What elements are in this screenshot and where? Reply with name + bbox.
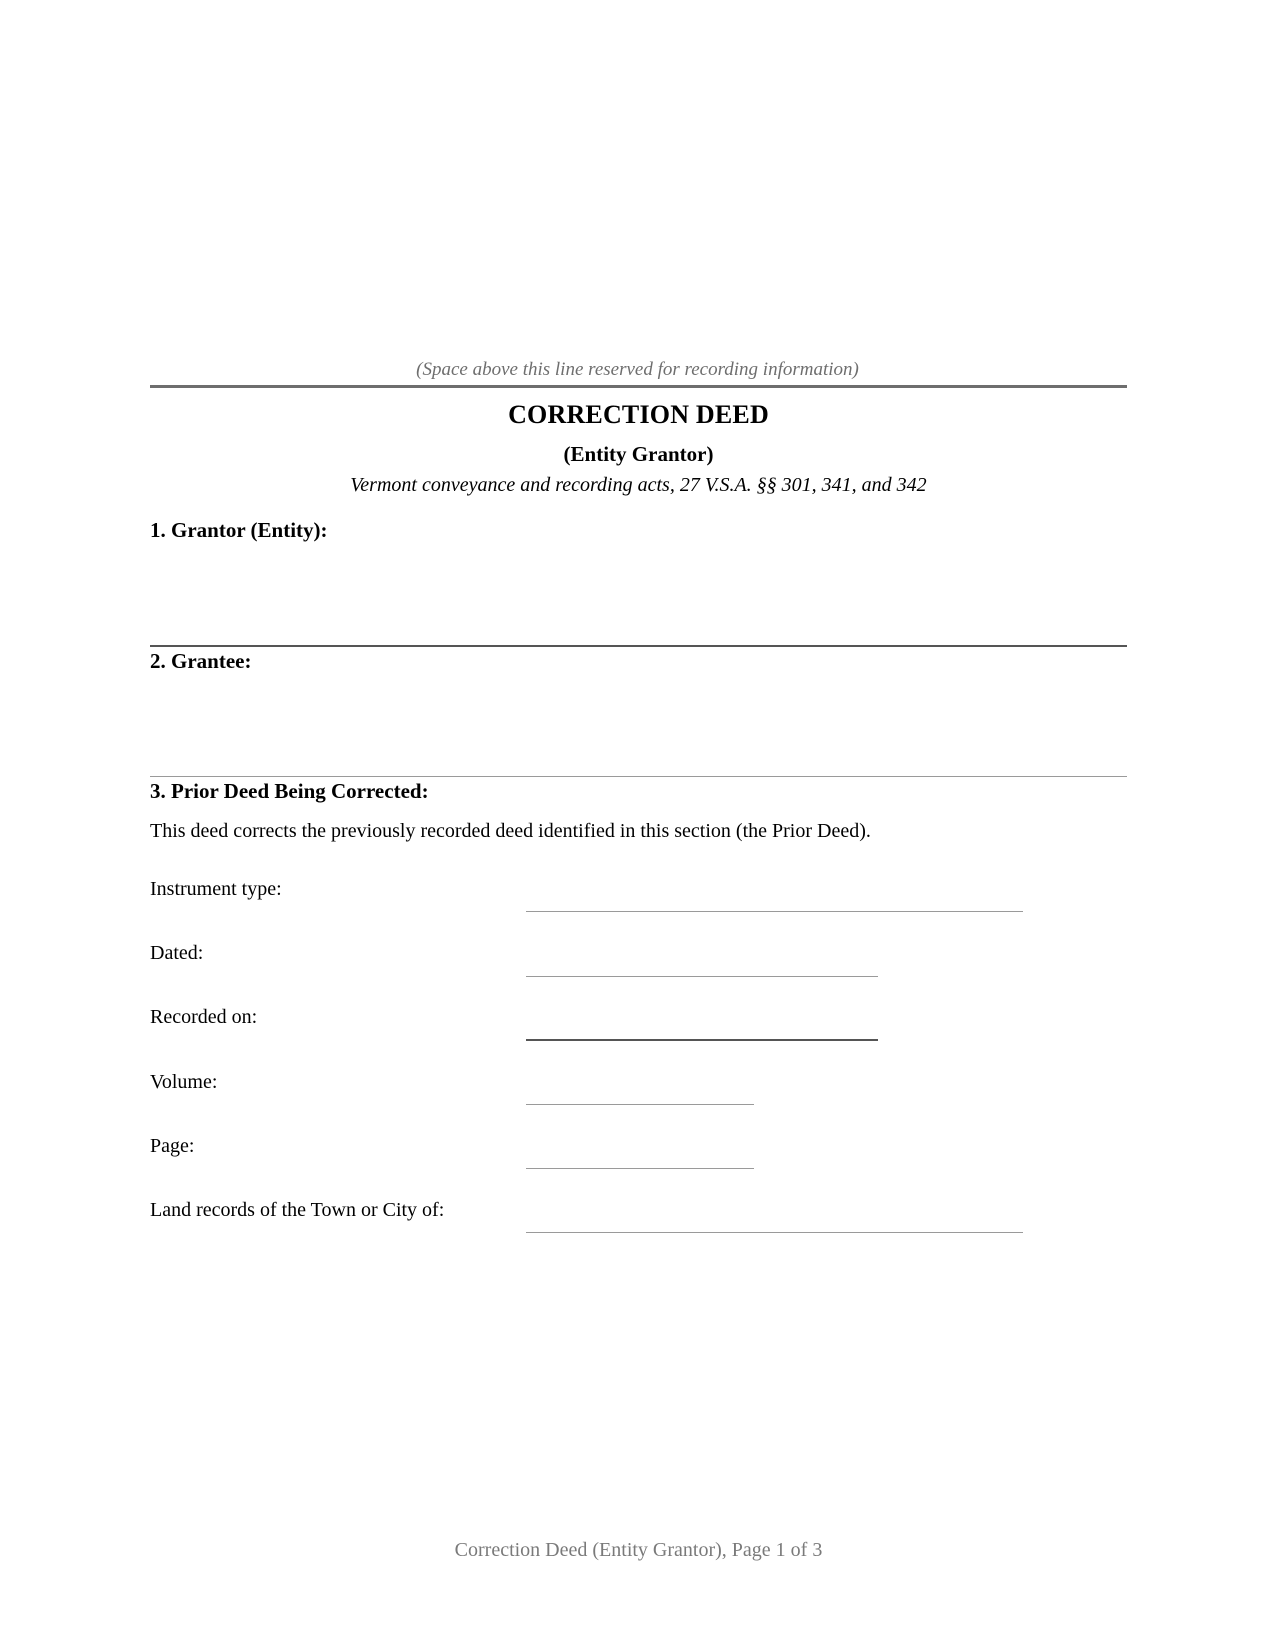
grantor-entry-line[interactable] [150,645,1127,647]
recording-divider [150,385,1127,388]
dated-label: Dated: [150,942,204,964]
recording-space-note: (Space above this line reserved for recording information) [416,359,859,380]
grantor-heading: 1. Grantor (Entity): [150,518,328,542]
page-footer: Correction Deed (Entity Grantor), Page 1 of 3 [454,1539,823,1561]
page-field[interactable] [526,1168,754,1169]
grantee-entry-line[interactable] [150,776,1127,777]
grantee-heading: 2. Grantee: [150,649,252,673]
prior-deed-heading: 3. Prior Deed Being Corrected: [150,779,429,803]
volume-label: Volume: [150,1071,218,1093]
town-field[interactable] [526,1232,1023,1233]
page-label: Page: [150,1135,195,1157]
statute-reference: Vermont conveyance and recording acts, 27 V.S.A. §§ 301, 341, and 342 [350,474,927,496]
volume-field[interactable] [526,1104,754,1105]
town-label: Land records of the Town or City of: [150,1199,445,1221]
dated-field[interactable] [526,976,878,977]
instrument-type-field[interactable] [526,911,1023,912]
document-title: CORRECTION DEED [508,400,769,429]
document-subtitle: (Entity Grantor) [563,442,714,466]
recorded-on-label: Recorded on: [150,1006,258,1028]
instrument-type-label: Instrument type: [150,878,282,900]
prior-deed-description: This deed corrects the previously recorded deed identified in this section (the Prior Deed). [150,820,871,842]
recorded-on-field[interactable] [526,1039,878,1041]
